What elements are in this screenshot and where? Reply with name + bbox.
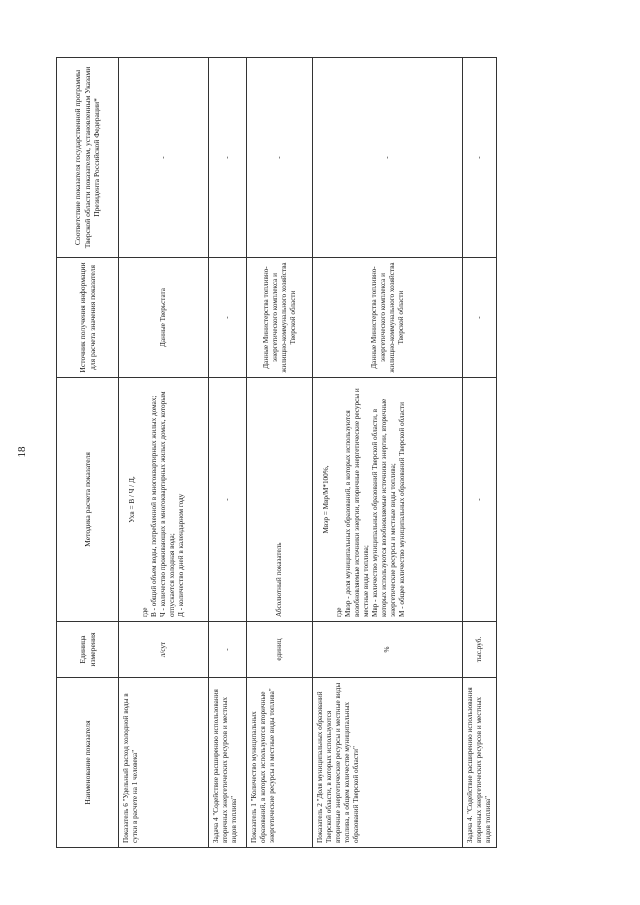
row-method: -	[463, 378, 497, 622]
table-row	[247, 58, 313, 848]
row-name: Показатель 2 "Доля муниципальных образований Тверской области, в которых используются вторичные энергетические ресурсы и местные виды топлива, в общем количестве муниципальных образований Тверской области"	[313, 678, 463, 848]
header-compliance: Соответствие показателя государственной программы Тверской области показателям, установленным Указами Президента Российской Федерации*	[57, 58, 119, 258]
row-unit: -	[209, 622, 247, 678]
row-name: Задача 4 "Содействие расширению использования вторичных энергетических ресурсов и местных видов топлива"	[209, 678, 247, 848]
row-method: -	[209, 378, 247, 622]
table-row	[209, 58, 247, 848]
row-unit: л/сут	[119, 622, 209, 678]
row-source: Данные Министерства топливно-энергетического комплекса и жилищно-коммунального хозяйства Тверской области	[247, 258, 313, 378]
row-name: Показатель 6 "Удельный расход холодной воды в сутки в расчете на 1 человека"	[119, 678, 209, 848]
row-formula: Мвэр = Мвр/М*100%,	[322, 465, 330, 534]
page-number: 18	[16, 446, 28, 458]
row-name: Показатель 1 "Количество муниципальных образований, в которых используются вторичные энергетические ресурсы и местные виды топлива"	[247, 678, 313, 848]
row-unit: единиц	[247, 622, 313, 678]
row-compliance: -	[313, 58, 463, 258]
header-name: Наименование показателя	[57, 678, 119, 848]
row-compliance: -	[209, 58, 247, 258]
row-method-cell	[119, 378, 209, 622]
row-source: Данные Тверьстата	[119, 258, 209, 378]
row-method: где Мвэр - доля муниципальных образований, в которых используются возобновляемые источники энергии, вторичные энергетические ресурсы и местные виды топлива; Мвр - количество муниципальных образований Тверской области, в которых используются возобновляемые источники энергии, вторичные энергетические ресурсы и местные виды топлива; М - общее количество муниципальных образований Тверской области	[335, 388, 406, 617]
row-compliance: -	[247, 58, 313, 258]
table-header-row	[57, 58, 119, 848]
header-method: Методика расчета показателя	[57, 378, 119, 622]
table-row	[119, 58, 209, 848]
header-unit: Единица измерения	[57, 622, 119, 678]
row-compliance: -	[463, 58, 497, 258]
indicators-table	[56, 57, 497, 848]
row-unit: %	[313, 622, 463, 678]
table-row	[313, 58, 463, 848]
row-source: -	[209, 258, 247, 378]
row-name: Задача 4. "Содействие расширению использования вторичных энергетических ресурсов и местных видов топлива"	[463, 678, 497, 848]
row-formula: Ухв = В / Ч / Д,	[128, 476, 136, 523]
header-source: Источник получения информации для расчета значения показателя	[57, 258, 119, 378]
row-source: -	[463, 258, 497, 378]
row-method: где В - общий объем воды, потребленной в многоквартирных жилых домах; Ч - количество проживающих в многоквартирных жилых домах, которым отпускается холодная вода; Д - количество дней в календарном году	[141, 391, 185, 617]
rotated-table-wrapper	[56, 58, 496, 848]
row-method-cell	[313, 378, 463, 622]
row-unit: тыс.руб.	[463, 622, 497, 678]
row-method: Абсолютный показатель	[247, 378, 313, 622]
row-compliance: -	[119, 58, 209, 258]
row-source: Данные Министерства топливно-энергетического комплекса и жилищно-коммунального хозяйства Тверской области	[313, 258, 463, 378]
table-row	[463, 58, 497, 848]
